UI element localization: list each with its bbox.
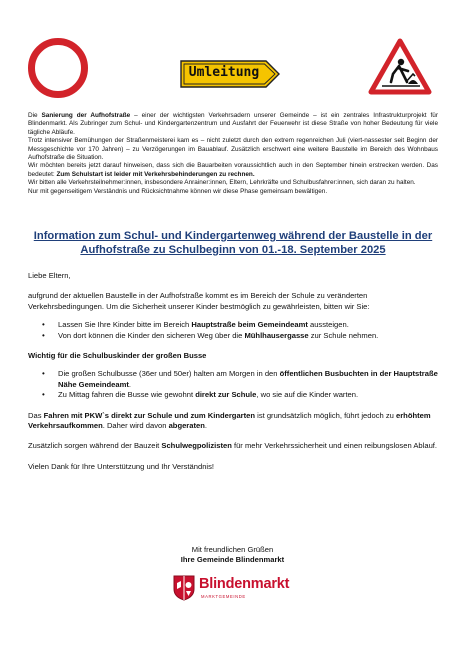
sign-off [0, 545, 465, 566]
roadworks-sign-icon [368, 38, 432, 96]
intro-paragraph-3: Wir möchten bereits jetzt darauf hinweisen, dass sich die Bauarbeiten voraussichtlich auch in den September hinein erstrecken werden. Das bedeutet: Zum Schulstart ist leider mit Verkehrsbehinderungen zu rechnen. [28, 162, 438, 178]
intro-paragraph-5: Nur mit gegenseitigem Verständnis und Rücksichtnahme können wir diese Phase gemeinsam bewältigen. [28, 187, 328, 195]
body-intro: aufgrund der aktuellen Baustelle in der Aufhofstraße kommt es im Bereich der Schule zu veränderten Verkehrsbedingungen. Um die Sicherheit unserer Kinder bestmöglich zu gewährleisten, bitten wir Sie: [28, 291, 370, 311]
intro-paragraph-1: Die Sanierung der Aufhofstraße – einer der wichtigsten Verkehrsadern unserer Gemeinde – ist ein zentrales Infrastrukturprojekt für Blindenmarkt. Als Zubringer zum Schul- und Kindergartenzentrum und Ausfahrt der Feuerwehr ist diese Straße von hoher Bedeutung für viele tägliche Abläufe. [28, 112, 438, 136]
list-item: • Die großen Schulbusse (36er und 50er) halten am Morgen in den öffentlichen Busbuchten in der Hauptstraße Nähe Gemeindeamt. [58, 369, 440, 390]
intro-text [28, 112, 438, 196]
coat-of-arms-icon [173, 575, 195, 601]
regards-line: Mit freundlichen Grüßen [191, 545, 274, 554]
police-paragraph: Zusätzlich sorgen während der Bauzeit Schulwegpolizisten für mehr Verkehrssicherheit und einen reibungslosen Ablauf. [28, 441, 438, 451]
notice-body [28, 271, 440, 472]
sender-line: Ihre Gemeinde Blindenmarkt [180, 555, 285, 565]
intro-paragraph-2: Trotz intensiver Bemühungen der Straßenmeisterei kam es – nicht zuletzt durch den extrem regenreichen Juli (viert-nassester seit Beginn der Messgeschichte vor 170 Jahren) – zu Verzögerungen im Bauablauf. Zusätzlich erschwert eine weitere Baustelle im Bereich des Wohnbaus Aufhofstraße die Situation. [28, 137, 438, 162]
thanks-line: Vielen Dank für Ihre Unterstützung und Ihr Verständnis! [28, 461, 215, 471]
list-item: • Lassen Sie Ihre Kinder bitte im Bereich Hauptstraße beim Gemeindeamt aussteigen. [58, 320, 440, 330]
logo-wordmark: Blindenmarkt [199, 576, 290, 592]
intro-paragraph-4: Wir bitten alle Verkehrsteilnehmer:innen, insbesondere Anrainer:innen, Eltern, Lehrkräfte und Schulbusfahrer:innen, sich daran zu halten. [28, 179, 416, 187]
car-paragraph: Das Fahren mit PKW`s direkt zur Schule und zum Kindergarten ist grundsätzlich möglich, führt jedoch zu erhöhtem Verkehrsaufkommen. Daher wird davon abgeraten. [28, 410, 431, 431]
logo-subtitle: MARKTGEMEINDE [201, 594, 246, 599]
bus-instructions-list [28, 369, 440, 400]
greeting: Liebe Eltern, [28, 271, 71, 280]
parent-instructions-list [28, 320, 440, 341]
list-item: • Zu Mittag fahren die Busse wie gewohnt direkt zur Schule, wo sie auf die Kinder warten. [58, 390, 440, 400]
list-item: • Von dort können die Kinder den sicheren Weg über die Mühlhausergasse zur Schule nehmen. [58, 331, 440, 341]
municipality-logo [173, 575, 293, 601]
notice-heading: Information zum Schul- und Kindergartenweg während der Baustelle in der Aufhofstraße zu Schulbeginn von 01.-18. September 2025 [33, 230, 433, 256]
detour-sign [180, 60, 280, 88]
detour-sign-label: Umleitung [188, 65, 260, 80]
bus-heading: Wichtig für die Schulbuskinder der großen Busse [28, 351, 207, 361]
no-entry-sign-icon [28, 38, 88, 98]
